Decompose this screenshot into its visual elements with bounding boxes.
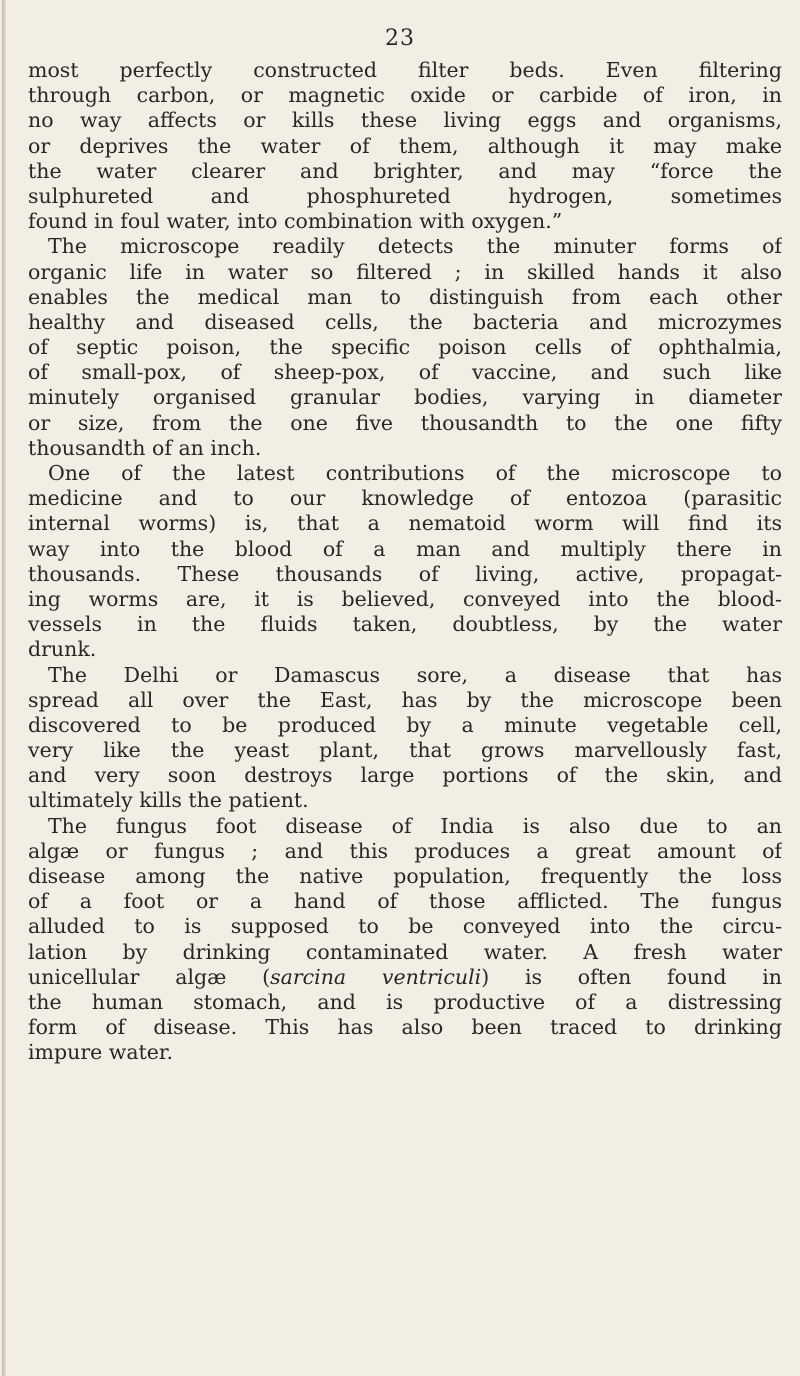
text-line-content: organic life in water so filtered ; in skilled hands it also — [28, 259, 782, 284]
text-line-content: or deprives the water of them, although it may make — [28, 133, 782, 158]
body-text — [14, 58, 782, 1066]
text-line — [14, 612, 782, 637]
text-line — [14, 58, 782, 83]
text-line — [14, 864, 782, 889]
text-line — [14, 83, 782, 108]
text-segment: unicellular algæ ( — [28, 964, 271, 989]
page-gutter-shadow — [2, 0, 6, 1376]
text-line-content: healthy and diseased cells, the bacteria and microzymes — [28, 309, 782, 334]
text-line-content: through carbon, or magnetic oxide or carbide of iron, in — [28, 83, 782, 108]
text-line-content: drunk. — [28, 637, 97, 662]
text-line — [14, 436, 782, 461]
text-line-content: most perfectly constructed filter beds. Even filtering — [28, 58, 782, 82]
text-line — [14, 285, 782, 310]
text-line — [14, 663, 782, 688]
text-line — [14, 385, 782, 410]
text-line-content: discovered to be produced by a minute vegetable cell, — [28, 712, 782, 737]
text-line-content: the human stomach, and is productive of a distressing — [28, 989, 782, 1014]
text-line — [14, 461, 782, 486]
text-line-content: lation by drinking contaminated water. A fresh water — [28, 939, 782, 964]
text-line-content: no way affects or kills these living eggs and organisms, — [28, 108, 782, 133]
text-line — [14, 763, 782, 788]
text-line — [14, 310, 782, 335]
text-line — [14, 537, 782, 562]
italic-term: sarcina ventriculi — [270, 964, 482, 989]
text-line-content: thousands. These thousands of living, active, propagat- — [28, 561, 782, 586]
text-line — [14, 1040, 782, 1065]
text-line — [14, 889, 782, 914]
text-line-content — [28, 965, 782, 990]
text-line-content: of septic poison, the specific poison cells of ophthalmia, — [28, 335, 782, 360]
text-line — [14, 637, 782, 662]
text-line — [14, 738, 782, 763]
text-line-content: disease among the native population, frequently the loss — [28, 864, 782, 888]
text-line — [14, 511, 782, 536]
text-line-content: the water clearer and brighter, and may “force the — [28, 158, 782, 183]
text-line — [14, 234, 782, 259]
text-line — [14, 260, 782, 285]
text-line — [14, 688, 782, 713]
text-line-content: algæ or fungus ; and this produces a great amount of — [28, 838, 782, 863]
text-line-content: ultimately kills the patient. — [28, 788, 309, 813]
text-segment: ) is often found in — [481, 964, 782, 989]
text-line — [14, 159, 782, 184]
text-line-content: alluded to is supposed to be conveyed into the circu- — [28, 914, 782, 939]
text-line-content: of small-pox, of sheep-pox, of vaccine, and such like — [28, 360, 782, 385]
text-line — [14, 814, 782, 839]
text-line-content: ing worms are, it is believed, conveyed into the blood- — [28, 586, 782, 611]
text-line-content: of a foot or a hand of those afflicted. The fungus — [28, 889, 782, 914]
text-line — [14, 940, 782, 965]
text-line — [14, 965, 782, 990]
text-line-content: The fungus foot disease of India is also due to an — [48, 813, 782, 838]
text-line — [14, 411, 782, 436]
text-line-content: thousandth of an inch. — [28, 435, 262, 460]
page-number: 23 — [385, 26, 415, 51]
text-line — [14, 839, 782, 864]
text-line — [14, 587, 782, 612]
text-line-content: One of the latest contributions of the microscope to — [48, 461, 782, 485]
text-line-content: impure water. — [28, 1040, 173, 1065]
text-line — [14, 788, 782, 813]
text-line — [14, 108, 782, 133]
text-line-content: sulphureted and phosphureted hydrogen, sometimes — [28, 183, 782, 208]
text-line-content: The Delhi or Damascus sore, a disease that has — [48, 662, 782, 687]
text-line — [14, 562, 782, 587]
text-line-content: medicine and to our knowledge of entozoa (parasitic — [28, 486, 782, 511]
text-line — [14, 486, 782, 511]
text-line — [14, 134, 782, 159]
text-line-content: way into the blood of a man and multiply there in — [28, 536, 782, 561]
text-line-content: enables the medical man to distinguish from each other — [28, 284, 782, 309]
text-line-content: minutely organised granular bodies, varying in diameter — [28, 385, 782, 410]
text-line — [14, 335, 782, 360]
text-line-content: and very soon destroys large portions of the skin, and — [28, 763, 782, 788]
text-line — [14, 184, 782, 209]
text-line — [14, 713, 782, 738]
text-line — [14, 1015, 782, 1040]
text-line — [14, 914, 782, 939]
text-line-content: vessels in the fluids taken, doubtless, by the water — [28, 612, 782, 637]
text-line — [14, 990, 782, 1015]
text-line-content: The microscope readily detects the minuter forms of — [48, 234, 782, 259]
text-line-content: form of disease. This has also been traced to drinking — [28, 1015, 782, 1040]
text-line — [14, 360, 782, 385]
text-line-content: found in foul water, into combination with oxygen.” — [28, 209, 563, 234]
text-line-content: internal worms) is, that a nematoid worm will find its — [28, 511, 782, 536]
text-line-content: or size, from the one five thousandth to the one fifty — [28, 410, 782, 435]
text-line-content: spread all over the East, has by the microscope been — [28, 687, 782, 712]
text-line — [14, 209, 782, 234]
text-line-content: very like the yeast plant, that grows marvellously fast, — [28, 738, 782, 763]
